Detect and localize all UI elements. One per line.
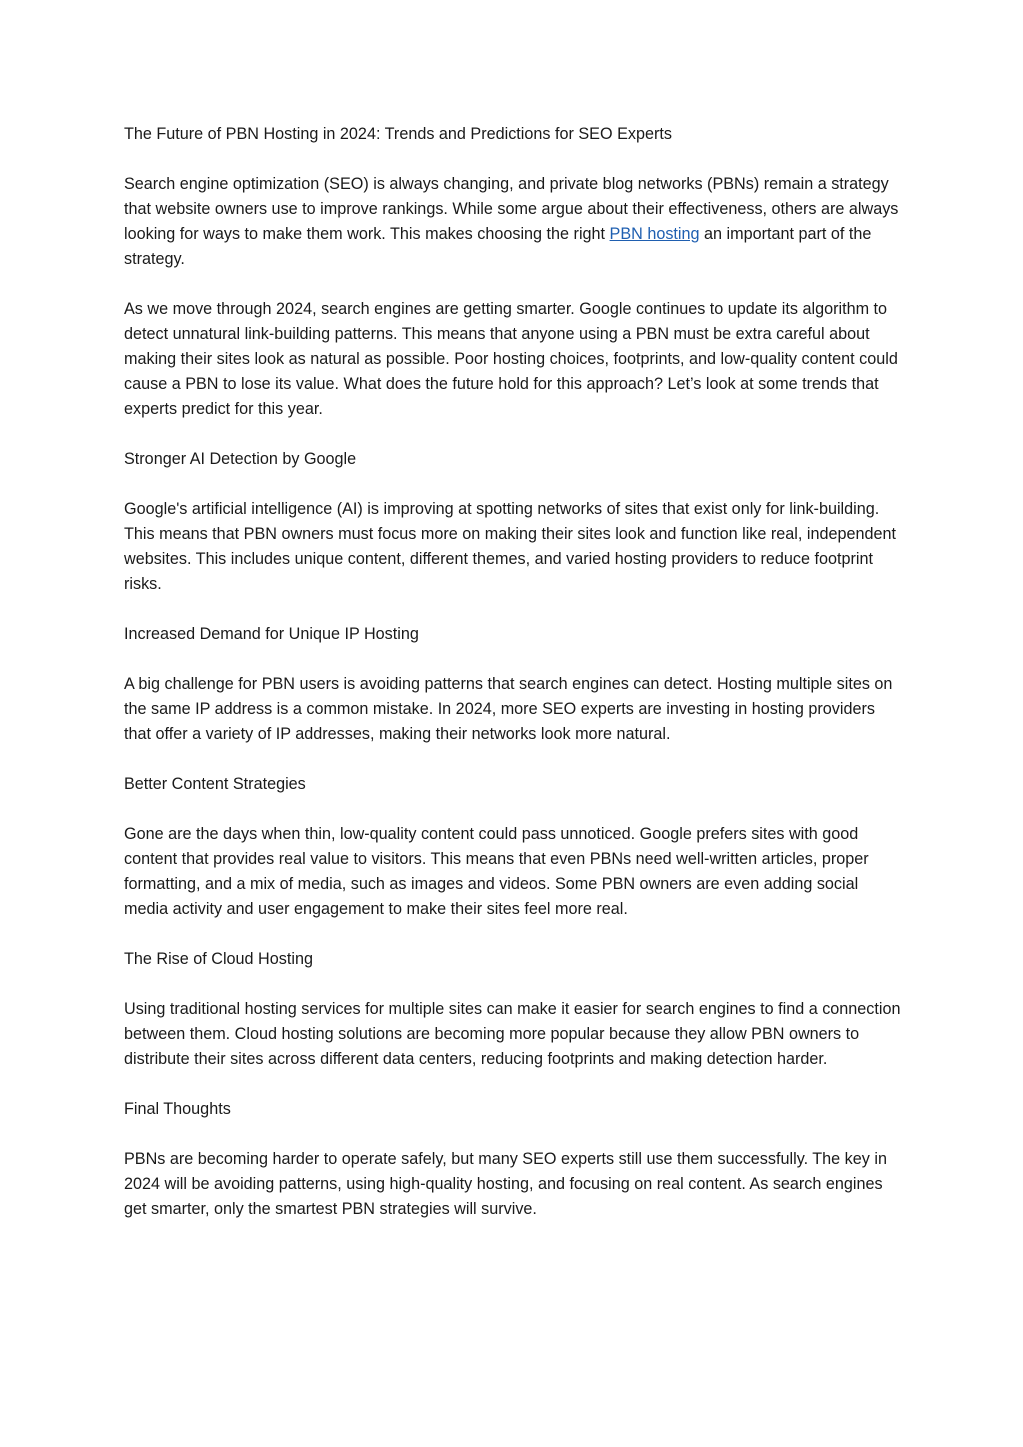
section-body-content-strategies: Gone are the days when thin, low-quality content could pass unnoticed. Google prefers sites with good content that provides real value to visitors. This means that even PBNs need well-written articles, proper formatting, and a mix of media, such as images and videos. Some PBN owners are even adding social media activity and user engagement to make their sites feel more real.: [124, 825, 869, 918]
section-heading-cloud-hosting: The Rise of Cloud Hosting: [124, 950, 313, 968]
section-heading-final-thoughts: Final Thoughts: [124, 1100, 231, 1118]
intro-paragraph: [124, 172, 904, 272]
section-body-final-thoughts: PBNs are becoming harder to operate safely, but many SEO experts still use them successfully. The key in 2024 will be avoiding patterns, using high-quality hosting, and focusing on real content. As search engines get smarter, only the smartest PBN strategies will survive.: [124, 1150, 887, 1218]
section-body-cloud-hosting: Using traditional hosting services for multiple sites can make it easier for search engines to find a connection between them. Cloud hosting solutions are becoming more popular because they allow PBN owners to distribute their sites across different data centers, reducing footprints and making detection harder.: [124, 1000, 901, 1068]
paragraph-2024-overview: As we move through 2024, search engines are getting smarter. Google continues to update its algorithm to detect unnatural link-building patterns. This means that anyone using a PBN must be extra careful about making their sites look as natural as possible. Poor hosting choices, footprints, and low-quality content could cause a PBN to lose its value. What does the future hold for this approach? Let’s look at some trends that experts predict for this year.: [124, 300, 898, 418]
intro-text-before-link: Search engine optimization (SEO) is always changing, and private blog networks (PBNs) remain a strategy that website owners use to improve rankings. While some argue about their effectiveness, others are always looking for ways to make them work. This makes choosing the right: [124, 175, 899, 243]
section-body-ai-detection: Google's artificial intelligence (AI) is improving at spotting networks of sites that exist only for link-building. This means that PBN owners must focus more on making their sites look and function like real, independent websites. This includes unique content, different themes, and varied hosting providers to reduce footprint risks.: [124, 500, 896, 593]
intro-text-after-link: an important part of the strategy.: [124, 225, 872, 268]
document-page: [124, 122, 904, 1247]
document-title: The Future of PBN Hosting in 2024: Trends and Predictions for SEO Experts: [124, 125, 672, 143]
section-heading-unique-ip: Increased Demand for Unique IP Hosting: [124, 625, 419, 643]
section-body-unique-ip: A big challenge for PBN users is avoiding patterns that search engines can detect. Hosting multiple sites on the same IP address is a common mistake. In 2024, more SEO experts are investing in hosting providers that offer a variety of IP addresses, making their networks look more natural.: [124, 675, 893, 743]
pbn-hosting-link[interactable]: PBN hosting: [609, 225, 700, 243]
section-heading-content-strategies: Better Content Strategies: [124, 775, 306, 793]
section-heading-ai-detection: Stronger AI Detection by Google: [124, 450, 357, 468]
